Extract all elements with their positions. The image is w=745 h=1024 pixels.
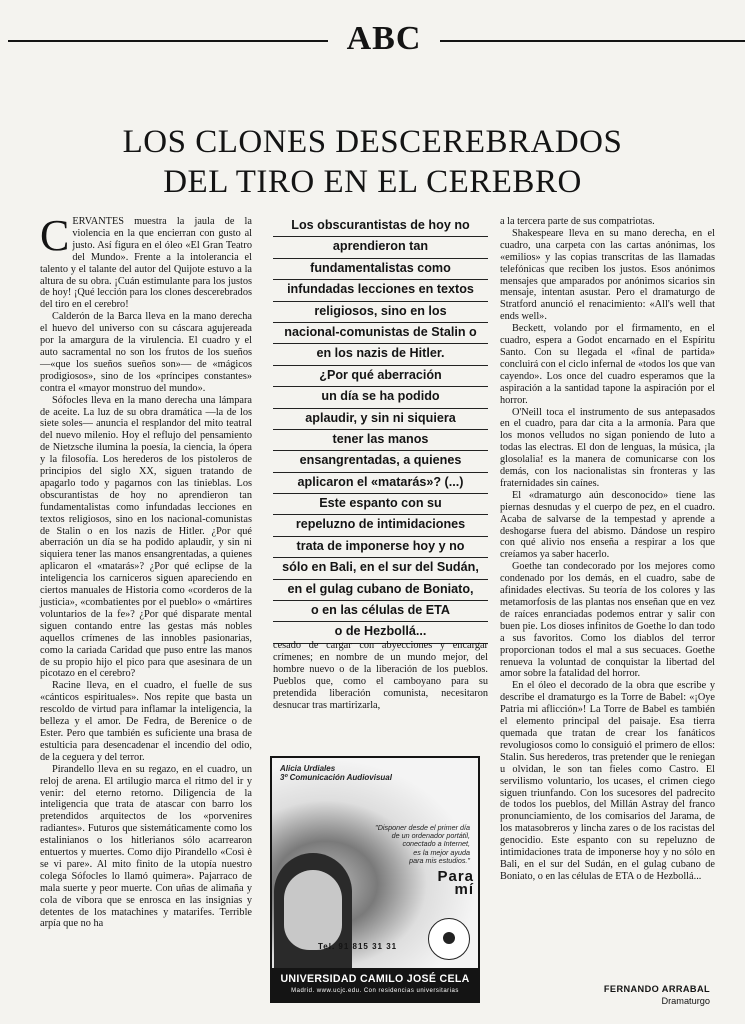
drop-cap: C <box>40 211 70 260</box>
pull-quote-line: nacional-comunistas de Stalin o <box>273 323 488 344</box>
pull-quote-line: un día se ha podido <box>273 387 488 408</box>
pull-quote-line: tener las manos <box>273 430 488 451</box>
paragraph: El «dramaturgo aún desconocido» tiene las piernas desnudas y el cuerpo de pez, en el cuadro. Acaba de salvarse de la tempestad y aprende a deshogarse fuera del abismo. Dándose un respiro con qué alivio nos enseña a respirar a los que creíamos ya saber hacerlo. <box>500 489 715 561</box>
headline <box>40 122 705 202</box>
pull-quote-line: o de Hezbollá... <box>273 622 488 643</box>
pull-quote-line: religiosos, sino en los <box>273 302 488 323</box>
paragraph: En el óleo el decorado de la obra que escribe y describe el dramaturgo es la Torre de Babel: «¡Oye Patria mi aflicción»! La Torre de Babel es también el elemento principal del paisaje. Esa tierra quemada que tratan de crear los fanáticos revolugiosos como lo consiguió el primero de ellos: Stalin. Sus herederos, tras pretender que le reniegan u olvidan, le son tan fieles como Castro. El servilismo voluntario, los ucases, el crimen ciego siguen triunfando. Con los sucesores del padrecito de todos los pueblos, del Millán Astray del franco pronunciamiento, de los comisarios del Jarama, de los matasobreros y lincha zares o de los racistas del genocidio. Este espanto con su repeluzno de intimidaciones trata de imponerse hoy y no sólo en Bali, en el sur del Sudán, en el gulag cubano de Boniato, o en las células de ETA o de Hezbollá... <box>500 680 715 882</box>
pull-quote-line: fundamentalistas como <box>273 259 488 280</box>
advertisement[interactable] <box>270 756 480 1003</box>
ad-quote: "Disponer desde el primer día de un ordenador portátil, conectado a Internet, es la mejor ayuda para mis estudios." <box>375 823 470 865</box>
pull-quote <box>273 216 488 644</box>
pull-quote-line: sólo en Bali, en el sur del Sudán, <box>273 558 488 579</box>
pull-quote-line: aplicaron el «matarás»? (...) <box>273 473 488 494</box>
author-role: Dramaturgo <box>661 996 710 1006</box>
pull-quote-line: ensangrentadas, a quienes <box>273 451 488 472</box>
paragraph: O'Neill toca el instrumento de sus antepasados en el cuadro, para dar cita a la armonía. Para que los monos velludos no sigan poniendo de luto a todas las electras. El don de lenguas, la música, ¡la glosolalia! es la manera de comunicarse con los demás, con los nacionalistas sin fronteras y las fraternidades sin caínes. <box>500 406 715 489</box>
paragraph: a la tercera parte de sus compatriotas. <box>500 216 655 227</box>
headline-line-1: LOS CLONES DESCEREBRADOS <box>122 124 623 161</box>
article-column-2 <box>273 640 488 711</box>
masthead-rule-right <box>440 40 745 42</box>
ad-phone: Tel. 91 815 31 31 <box>318 942 398 951</box>
pull-quote-line: ¿Por qué aberración <box>273 366 488 387</box>
pull-quote-line: trata de imponerse hoy y no <box>273 537 488 558</box>
ad-student-caption: Alicia Urdiales 3º Comunicación Audiovisual <box>280 764 392 782</box>
article-column-3 <box>500 216 715 883</box>
pull-quote-line: o en las células de ETA <box>273 601 488 622</box>
university-name: UNIVERSIDAD CAMILO JOSÉ CELA <box>280 973 470 985</box>
paragraph: Beckett, volando por el firmamento, en el cuadro, espera a Godot encarnado en el Espíritu Santo. Con su llegada el «final de partida» concluirá con el ciclo infernal de «todos los que van cayendo». Los once del cuadro esperamos que la aspiración a la santidad tapone la aspiración por el horror. <box>500 323 715 406</box>
paragraph: Sófocles lleva en la mano derecha una lámpara de aceite. La luz de su obra dramática —la de los siete soles— anuncia el resplandor del mito teatral del nuevo milenio. Hoy el reflujo del pensamiento de Nietzsche ilumina la poesía, la ciencia, la ópera y la filosofía. Los herederos de los pistoleros de principios del siglo XX, siguen tratando de apagarlo todo y pagarnos con las tinieblas. Los obscurantistas de hoy no aprendieron tan fundamentalistas como infundadas lecciones en textos religiosos, sino en los nacional-comunistas de Stalin o en los nazis de Hitler. ¿Por qué aberración un día se ha podido aplaudir, y sin ni siquiera tener las manos ensangrentadas, a quienes aplicaron el «matarás»? ¿Por qué eclipse de la inteligencia los carniceros siguen apareciendo en ciertos manuales de Historia como «corderos de la justicia», «combatientes por el pueblo» o «mártires voluntarios de la fe»? ¿Por qué disparate mental siguen contando entre las gestas más nobles aquellos crímenes de las innobles pasionarias, como la cariada Caridad que puso entre las manos de su propio hijo el pico para que asesinara de un picotazo en el cerebro? <box>40 394 252 680</box>
student-face <box>284 870 342 950</box>
ad-university-band <box>272 968 478 1001</box>
paragraph: Calderón de la Barca lleva en la mano derecha el huevo del universo con su cáscara agujereada por la amargura de la virulencia. El cuadro y el auto sacramental no son los frutos de los sueños —«que los sueños sueños son»— de «mágicos prodigiosos», sino de los «príncipes constantes» contra el «mayor monstruo del mundo». <box>40 311 252 394</box>
pull-quote-line: en los nazis de Hitler. <box>273 344 488 365</box>
pull-quote-line: Este espanto con su <box>273 494 488 515</box>
ad-slogan: Para mí <box>437 868 474 898</box>
pull-quote-line: aprendieron tan <box>273 237 488 258</box>
paragraph: Goethe tan condecorado por los mejores como condenado por los demás, en el cuadro, sabe de afinidades electivas. Su teoría de los colores y las metamorfosis de las plantas nos enseñan que en vez de raíces enranciadas podemos entrar y salir con buen pie. Los dioses infinitos de Goethe lo dan todo a sus favoritos. Como los diablos del terror proporcionan todos el mal a sus secuaces. Goethe renueva la voluntad de conquistar la libertad del amor sobre la fatalidad del horror. <box>500 561 715 680</box>
pull-quote-line: repeluzno de intimidaciones <box>273 515 488 536</box>
pull-quote-line: aplaudir, y sin ni siquiera <box>273 409 488 430</box>
pull-quote-line: Los obscurantistas de hoy no <box>273 216 488 237</box>
masthead <box>8 18 745 58</box>
university-seal-icon <box>428 918 470 960</box>
paragraph: cesado de cargar con abyecciones y encargar crímenes; en nombre de un mundo mejor, del hombre nuevo o de la liberación de los pueblos. Pueblos que, como el camboyano para su pretendida liberación comunista, necesitaron desnucar tras martirizarla, <box>273 640 488 711</box>
masthead-rule-left <box>8 40 328 42</box>
paragraph: CERVANTES muestra la jaula de la violencia en la que encierran con gusto al justo. Así figura en el óleo «El Gran Teatro del Mundo». Frente a la intolerancia el talento y el talante del autor del Quijote estuvo a la altura de su obra. ¡Cuán estimulante para los justos de hoy! ¡Qué lección para los clones descerebrados del tiro en el cerebro! <box>40 211 252 311</box>
headline-line-2: DEL TIRO EN EL CEREBRO <box>163 164 582 201</box>
abc-logo: ABC <box>346 20 422 57</box>
pull-quote-line: infundadas lecciones en textos <box>273 280 488 301</box>
author-name: FERNANDO ARRABAL <box>603 984 710 994</box>
author-signature <box>560 984 710 1006</box>
university-web: Madrid. www.ucjc.edu. Con residencias universitarias <box>291 988 459 994</box>
paragraph: Shakespeare lleva en su mano derecha, en el cuadro, una carpeta con las cartas anónimas, los «emilios» y las copias transcritas de las llamadas telefónicas que reciben los justos. Esos anónimos mensajes que amparados por anónimos sicarios sin mensaje, intentan asustar. Pero el dramaturgo de Stratford anunció el renacimiento: «All's well that ends well». <box>500 227 715 323</box>
paragraph: Pirandello lleva en su regazo, en el cuadro, un reloj de arena. El artilugio marca el ritmo del ir y venir: del eterno retorno. Diligencia de la inteligencia que trata de atascar con barro los pretendidos arquitectos de los «porvenires radiantes». Futuros que sistemáticamente como los estalinianos o los hitlerianos sólo acarrearon entuertos y muertes. Como dijo Pirandello «Così è se vi pare». Al mito finito de la utopía nuestro colega Sófocles lo llamó quimera». Pajarraco de mala suerte y peor muerte. Con uñas de alimaña y cola de víbora que se enrosca en las insignias y detentes de los matachines y matarifes. Terrible arpía que no ha <box>40 763 252 930</box>
article-column-1 <box>40 211 252 930</box>
pull-quote-line: en el gulag cubano de Boniato, <box>273 580 488 601</box>
paragraph: Racine lleva, en el cuadro, el fuelle de sus «cánticos espirituales». Nos repite que basta un rescoldo de virtud para inflamar la inteligencia, la belleza y el amor. De Fedra, de Berenice o de Ester. Pero que también es suficiente una brasa de estulticia para desencadenar el incendio del odio, de la ceguera y del terror. <box>40 680 252 763</box>
